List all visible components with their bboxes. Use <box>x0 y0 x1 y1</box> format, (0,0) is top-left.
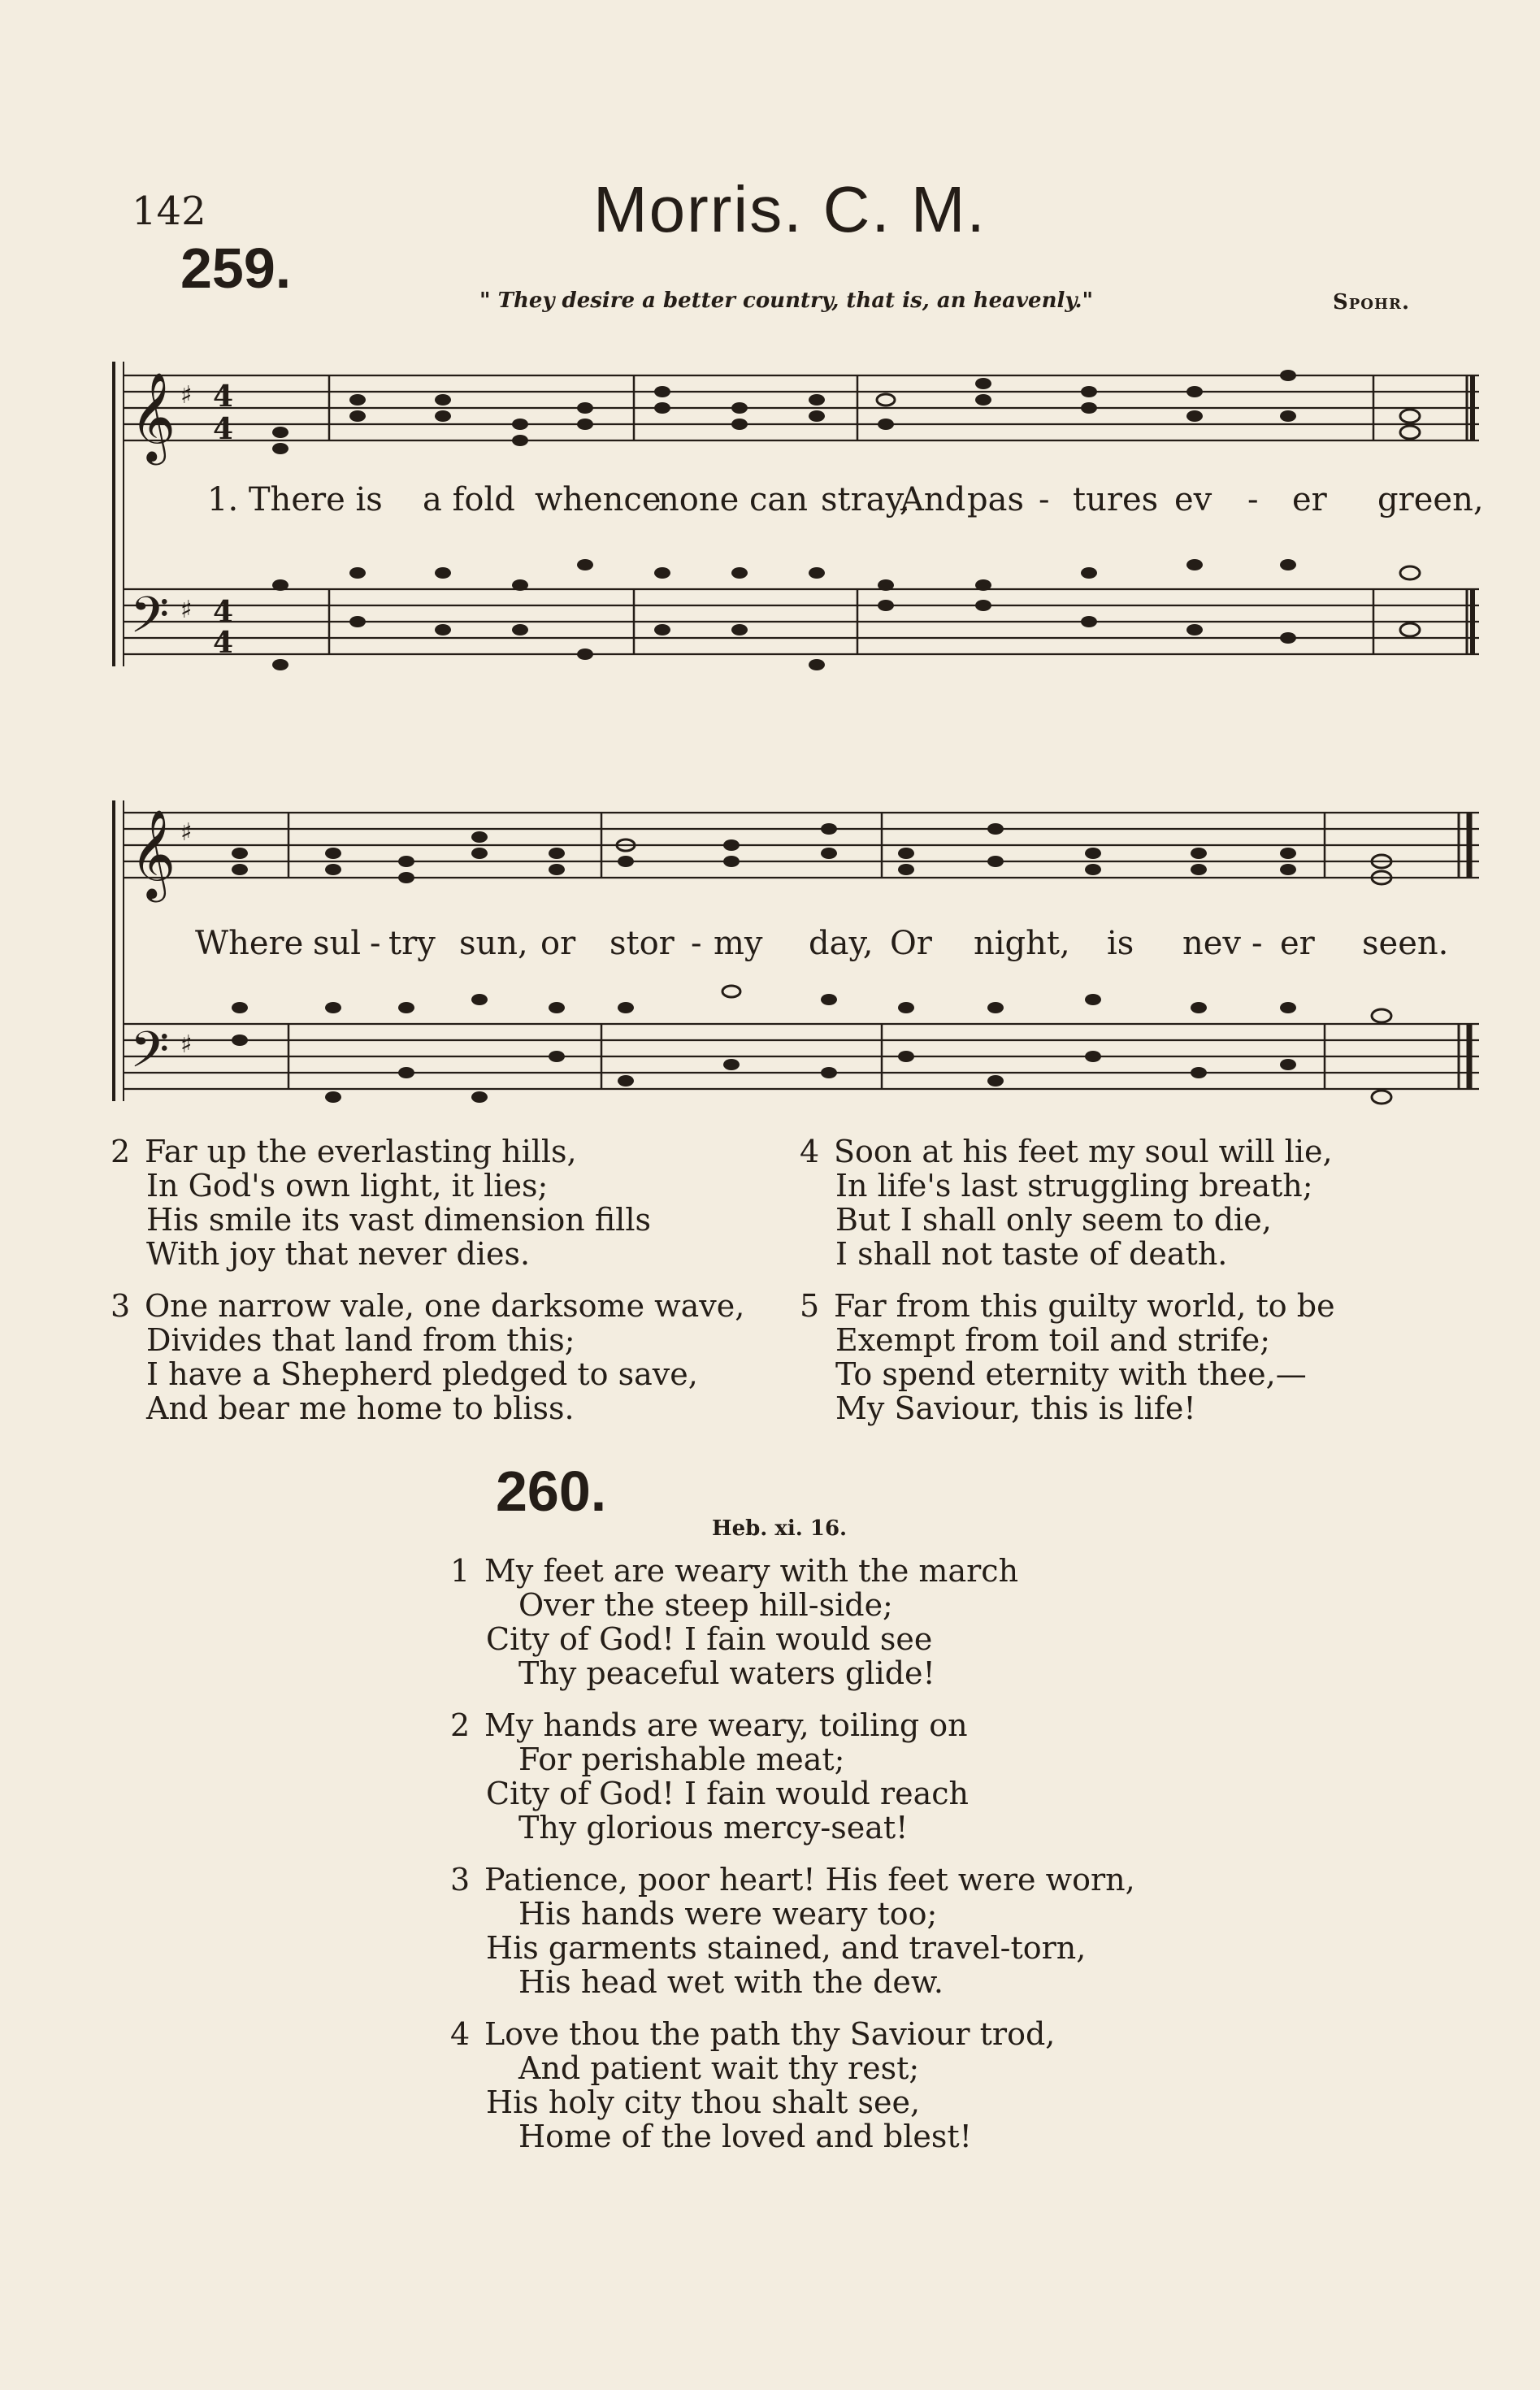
notes-treble-2 <box>232 823 1391 884</box>
verse-line: Love thou the path thy Saviour trod, <box>484 2016 1056 2052</box>
verse-line: With joy that never dies. <box>146 1236 531 1272</box>
verse-line: I shall not taste of death. <box>835 1236 1228 1272</box>
verse-3 <box>450 1863 1135 1999</box>
verse-line: Patience, poor heart! His feet were worn, <box>484 1862 1135 1898</box>
verse-2 <box>450 1708 1135 1845</box>
verse-line: Home of the loved and blest! <box>518 2119 972 2154</box>
lyric-syllable: - <box>1247 481 1259 518</box>
verse-line: To spend eternity with thee,— <box>835 1356 1307 1392</box>
verse-1 <box>450 1554 1135 1690</box>
lyric-syllable: is <box>1107 925 1134 962</box>
verse-line: His holy city thou shalt see, <box>486 2084 921 2120</box>
verse-line: And bear me home to bliss. <box>146 1390 575 1426</box>
verse-line: My hands are weary, toiling on <box>484 1707 968 1743</box>
lyric-syllable: sul <box>313 925 362 962</box>
hymn-260-verses <box>450 1554 1135 2171</box>
verse-line: My Saviour, this is life! <box>835 1390 1196 1426</box>
verse-line: Soon at his feet my soul will lie, <box>834 1134 1333 1169</box>
svg-text:4: 4 <box>213 595 234 629</box>
lyric-syllable: seen. <box>1362 925 1449 962</box>
verse-4 <box>450 2017 1135 2154</box>
verse-number: 1 <box>450 1553 471 1589</box>
lyric-syllable: can <box>749 481 809 518</box>
bass-clef-icon: 𝄢 <box>130 585 170 657</box>
lyric-syllable: Where <box>195 925 304 962</box>
lyric-syllable: stor <box>609 925 675 962</box>
verse-3 <box>111 1289 744 1425</box>
lyric-syllable: green, <box>1377 481 1484 518</box>
lyric-syllable: a fold <box>423 481 515 518</box>
lyric-syllable: day, <box>809 925 874 962</box>
notes-treble-1 <box>272 370 1420 454</box>
verse-line: City of God! I fain would see <box>486 1621 933 1657</box>
lyric-syllable: tures <box>1073 481 1159 518</box>
treble-staff-1 <box>124 375 1479 440</box>
verses-right-column <box>800 1134 1335 1443</box>
treble-clef-icon: 𝄞 <box>130 372 176 462</box>
lyric-syllable: - <box>691 925 702 962</box>
verse-line: Thy glorious mercy-seat! <box>518 1810 909 1846</box>
scripture-reference: Heb. xi. 16. <box>712 1516 848 1541</box>
svg-text:𝄞: 𝄞 <box>130 809 176 899</box>
svg-text:♯: ♯ <box>180 818 193 847</box>
hymn-number-260: 260. <box>496 1460 607 1523</box>
verse-line: I have a Shepherd pledged to save, <box>146 1356 698 1392</box>
verse-line: His smile its vast dimension fills <box>146 1202 651 1238</box>
verse-line: In God's own light, it lies; <box>146 1168 549 1204</box>
hymn-number-259: 259. <box>180 236 292 300</box>
verse-line: For perishable meat; <box>518 1742 845 1777</box>
svg-text:4: 4 <box>213 626 234 660</box>
verse-4 <box>800 1134 1335 1271</box>
verse-line: His garments stained, and travel-torn, <box>486 1930 1087 1966</box>
page-number: 142 <box>132 189 206 234</box>
verse-line: Thy peaceful waters glide! <box>518 1655 935 1691</box>
lyric-syllable: stray, <box>821 481 910 518</box>
verse-line: In life's last struggling breath; <box>835 1168 1313 1204</box>
composer: Spohr. <box>1333 290 1411 314</box>
svg-text:♯: ♯ <box>180 1030 193 1059</box>
notes-bass-2 <box>232 986 1391 1104</box>
lyric-syllable: - <box>1252 925 1263 962</box>
verse-number: 2 <box>450 1707 471 1743</box>
lyric-syllable: Or <box>890 925 932 962</box>
lyric-syllable: 1. There is <box>207 481 383 518</box>
verses-left-column <box>111 1134 744 1443</box>
lyric-syllable: er <box>1292 481 1327 518</box>
verse-line: And patient wait thy rest; <box>518 2050 920 2086</box>
lyric-syllable: night, <box>974 925 1070 962</box>
verse-number: 4 <box>800 1134 820 1169</box>
verse-line: One narrow vale, one darksome wave, <box>145 1288 745 1324</box>
verse-line: Exempt from toil and strife; <box>835 1322 1271 1358</box>
verse-line: City of God! I fain would reach <box>486 1776 969 1811</box>
verse-line: My feet are weary with the march <box>484 1553 1019 1589</box>
svg-text:𝄢: 𝄢 <box>130 1020 170 1091</box>
epigraph: " They desire a better country, that is, an heavenly." <box>479 288 1094 313</box>
lyric-syllable: sun, <box>459 925 528 962</box>
lyric-syllable: try <box>388 925 436 962</box>
lyric-syllable: whence <box>535 481 662 518</box>
verse-number: 4 <box>450 2016 471 2052</box>
music-score <box>0 0 1540 1138</box>
lyric-syllable: And <box>900 481 966 518</box>
verse-line: But I shall only seem to die, <box>835 1202 1272 1238</box>
verse-5 <box>800 1289 1335 1425</box>
svg-text:4: 4 <box>213 380 234 414</box>
verse-line: Far from this guilty world, to be <box>834 1288 1335 1324</box>
system-1-symbols <box>130 370 1420 670</box>
verse-line: His hands were weary too; <box>518 1896 938 1932</box>
hymn-title: Morris. C. M. <box>593 173 987 245</box>
lyric-syllable: my <box>714 925 763 962</box>
lyric-syllable: - <box>1039 481 1050 518</box>
svg-text:♯: ♯ <box>180 596 193 624</box>
verse-2 <box>111 1134 744 1271</box>
verse-line: Over the steep hill-side; <box>518 1587 893 1623</box>
verse-number: 2 <box>111 1134 131 1169</box>
lyric-syllable: or <box>540 925 576 962</box>
verse-line: His head wet with the dew. <box>518 1964 944 2000</box>
lyric-syllable: nev <box>1182 925 1242 962</box>
lyric-syllable: none <box>658 481 740 518</box>
verse-line: Far up the everlasting hills, <box>145 1134 577 1169</box>
svg-text:♯: ♯ <box>180 381 193 410</box>
verse-number: 3 <box>450 1862 471 1898</box>
svg-text:4: 4 <box>213 412 234 446</box>
verse-line: Divides that land from this; <box>146 1322 575 1358</box>
verse-number: 3 <box>111 1288 131 1324</box>
lyric-syllable: pas <box>967 481 1024 518</box>
lyric-syllable: - <box>370 925 381 962</box>
bass-staff-2 <box>124 1024 1479 1089</box>
lyric-syllable: er <box>1280 925 1315 962</box>
verse-number: 5 <box>800 1288 820 1324</box>
lyric-syllable: ev <box>1174 481 1212 518</box>
bass-staff-1 <box>124 589 1479 654</box>
